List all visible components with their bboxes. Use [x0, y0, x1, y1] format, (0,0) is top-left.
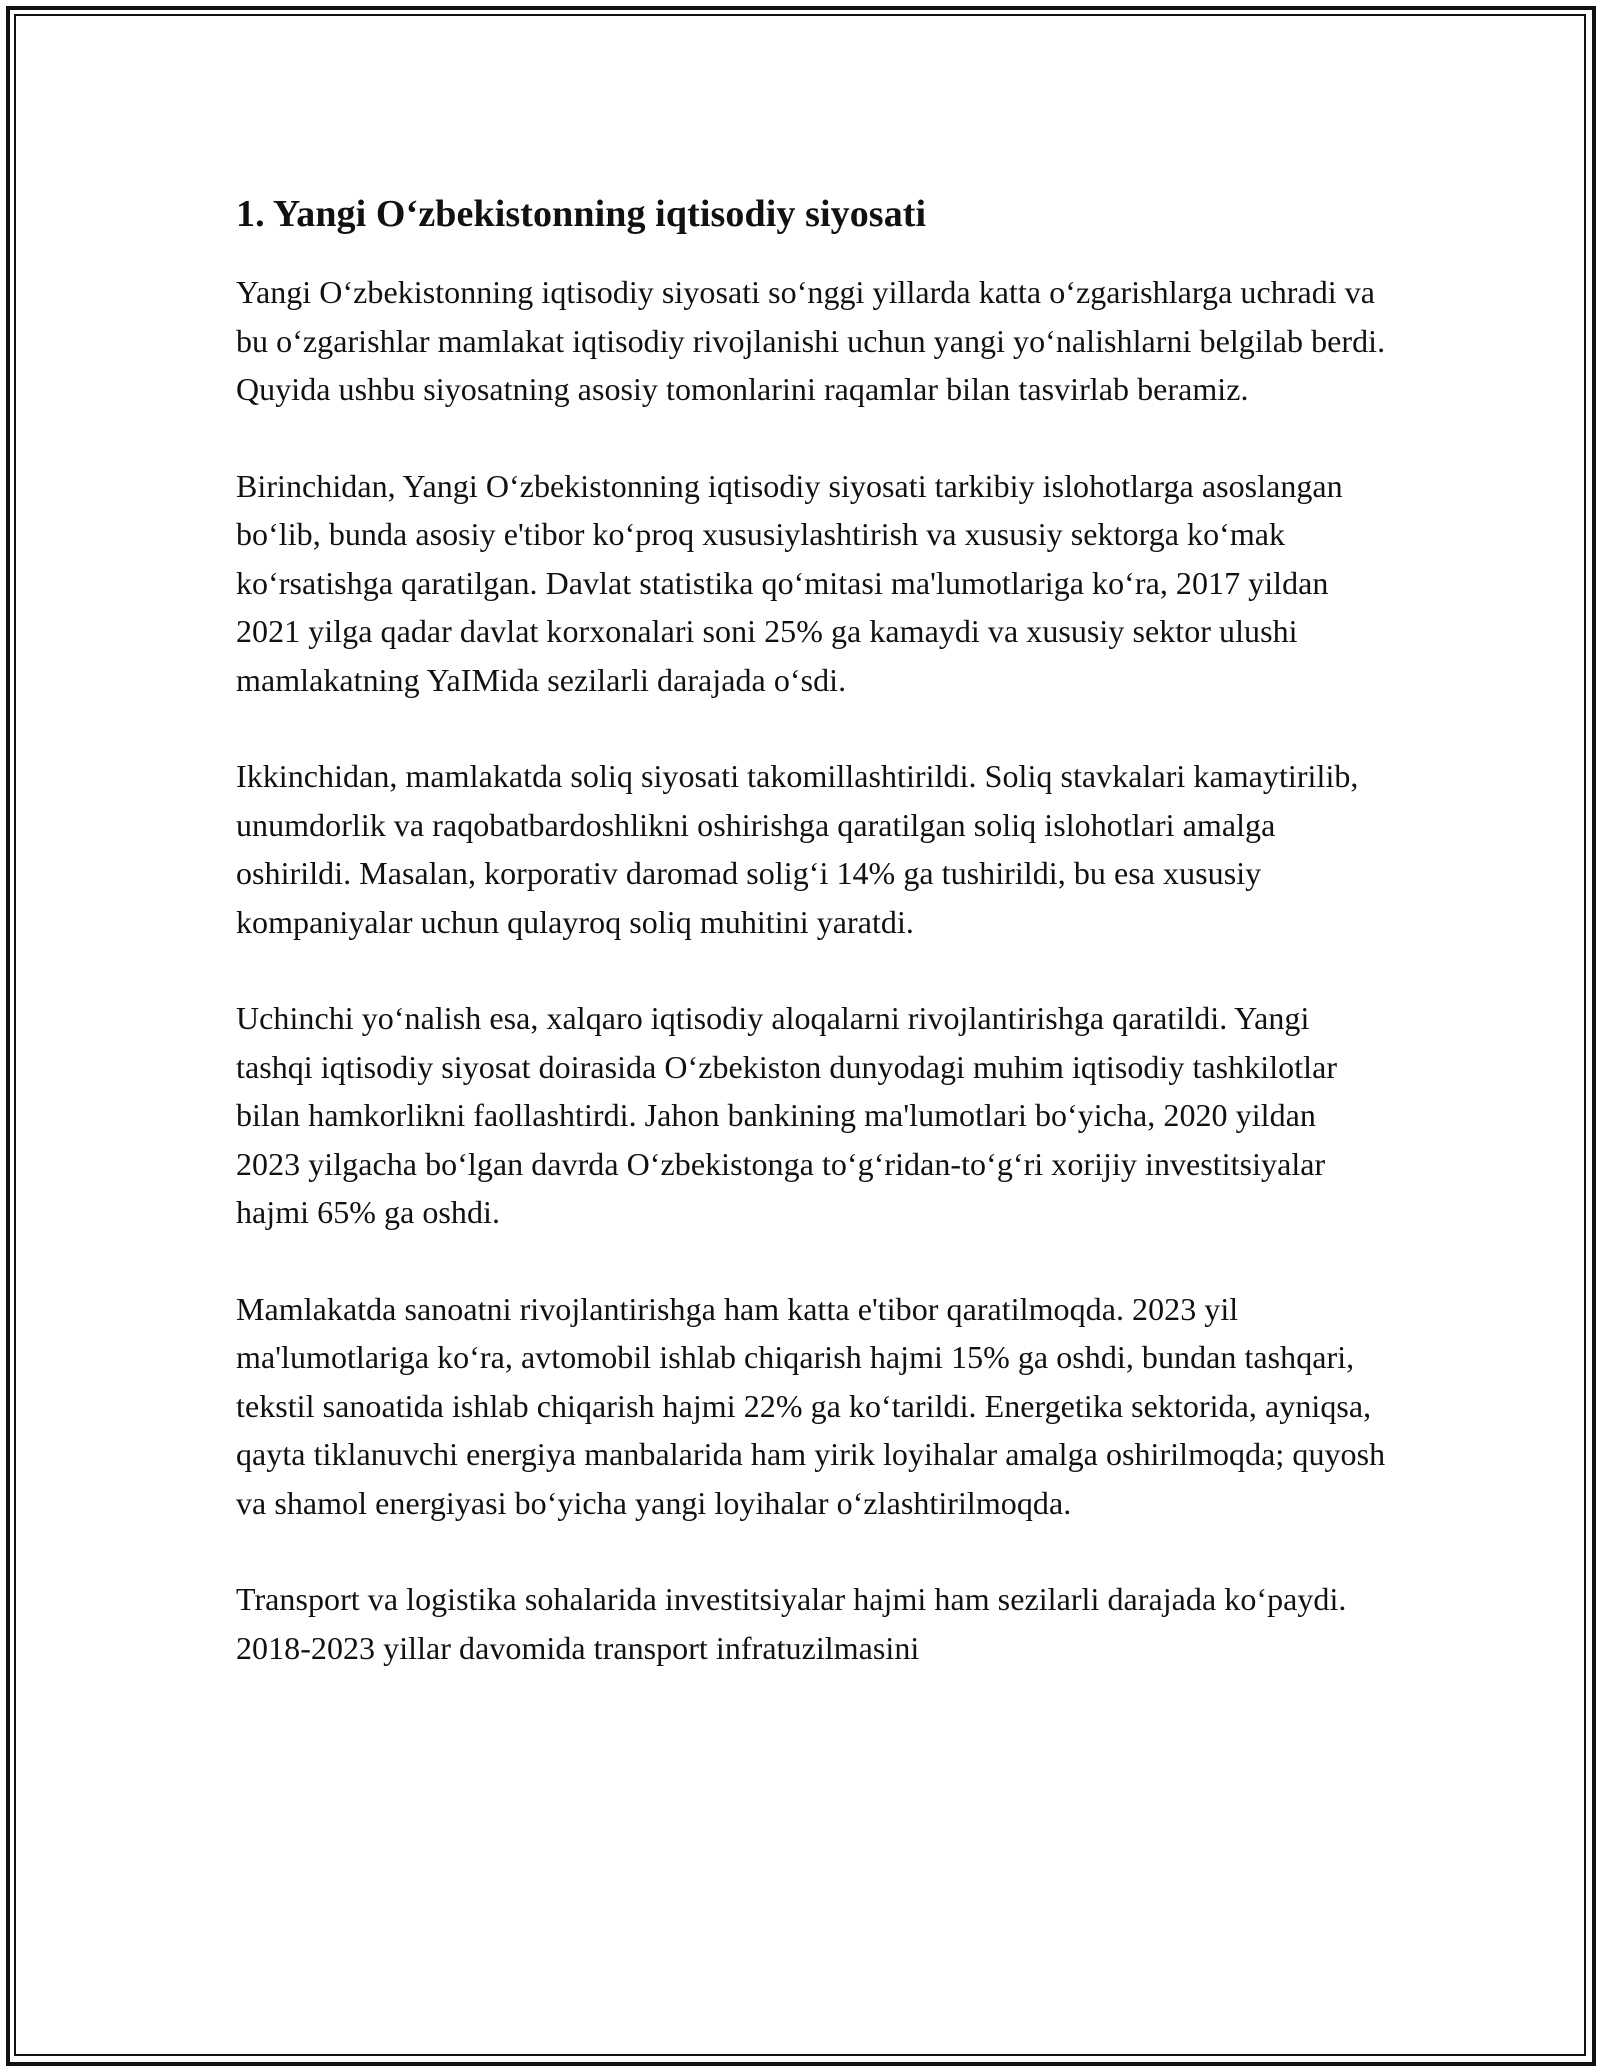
paragraph-first: Birinchidan, Yangi O‘zbekistonning iqtisodiy siyosati tarkibiy islohotlarga asoslangan bo‘lib, bunda asosiy e'tibor ko‘proq xususiylashtirish va xususiy sektorga ko‘mak ko‘rsatishga qaratilgan. Davlat statistika qo‘mitasi ma'lumotlariga ko‘ra, 2017 yildan 2021 yilga qadar davlat korxonalari soni 25% ga kamaydi va xususiy sektor ulushi mamlakatning YaIMida sezilarli darajada o‘sdi.	[236, 467, 1343, 698]
paragraph-transport: Transport va logistika sohalarida investitsiyalar hajmi ham sezilarli darajada ko‘paydi. 2018-2023 yillar davomida transport infratuzilmasini	[236, 1581, 1347, 1666]
paragraph-intro: Yangi O‘zbekistonning iqtisodiy siyosati so‘nggi yillarda katta o‘zgarishlarga uchradi va bu o‘zgarishlar mamlakat iqtisodiy rivojlanishi uchun yangi yo‘nalishlarni belgilab berdi. Quyida ushbu siyosatning asosiy tomonlarini raqamlar bilan tasvirlab beramiz.	[236, 274, 1386, 407]
paragraph-second: Ikkinchidan, mamlakatda soliq siyosati takomillashtirildi. Soliq stavkalari kamaytirilib, unumdorlik va raqobatbardoshlikni oshirishga qaratilgan soliq islohotlari amalga oshirildi. Masalan, korporativ daromad solig‘i 14% ga tushirildi, bu esa xususiy kompaniyalar uchun qulayroq soliq muhitini yaratdi.	[236, 758, 1359, 940]
section-heading: 1. Yangi O‘zbekistonning iqtisodiy siyosati	[236, 193, 927, 235]
document-body	[236, 188, 1386, 1720]
paragraph-third: Uchinchi yo‘nalish esa, xalqaro iqtisodiy aloqalarni rivojlantirishga qaratildi. Yangi tashqi iqtisodiy siyosat doirasida O‘zbekiston dunyodagi muhim iqtisodiy tashkilotlar bilan hamkorlikni faollashtirdi. Jahon bankining ma'lumotlari bo‘yicha, 2020 yildan 2023 yilgacha bo‘lgan davrda O‘zbekistonga to‘g‘ridan-to‘g‘ri xorijiy investitsiyalar hajmi 65% ga oshdi.	[236, 1000, 1338, 1230]
paragraph-industry: Mamlakatda sanoatni rivojlantirishga ham katta e'tibor qaratilmoqda. 2023 yil ma'lumotlariga ko‘ra, avtomobil ishlab chiqarish hajmi 15% ga oshdi, bundan tashqari, tekstil sanoatida ishlab chiqarish hajmi 22% ga ko‘tarildi. Energetika sektorida, ayniqsa, qayta tiklanuvchi energiya manbalarida ham yirik loyihalar amalga oshirilmoqda; quyosh va shamol energiyasi bo‘yicha yangi loyihalar o‘zlashtirilmoqda.	[236, 1290, 1386, 1521]
